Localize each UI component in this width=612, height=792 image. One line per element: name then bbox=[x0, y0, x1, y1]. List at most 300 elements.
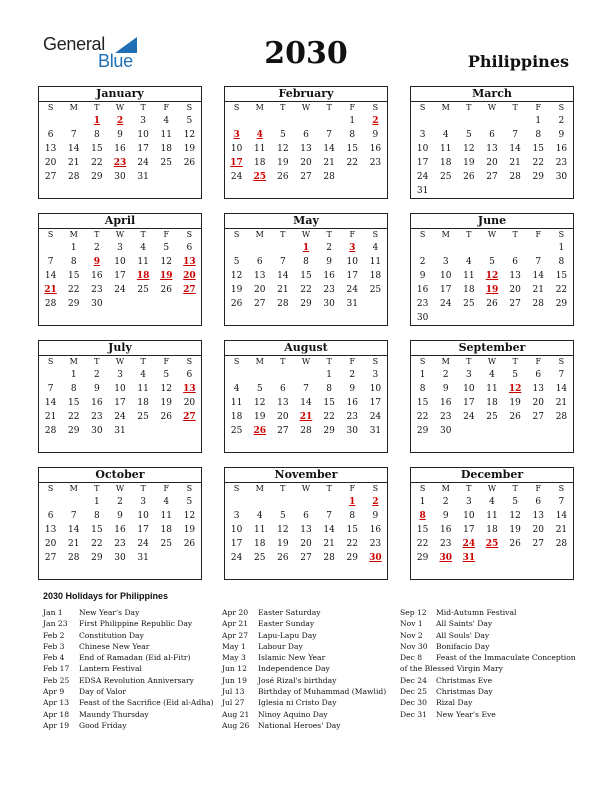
day-cell: 20 bbox=[277, 412, 289, 422]
holiday-date: Apr 19 bbox=[43, 720, 70, 730]
weekday-label: F bbox=[163, 103, 170, 112]
weekday-label: W bbox=[301, 357, 311, 366]
day-cell: 6 bbox=[489, 130, 495, 140]
holiday-row bbox=[222, 686, 386, 697]
day-cell: 31 bbox=[137, 553, 149, 563]
empty-day-cell bbox=[480, 114, 503, 128]
empty-day-cell bbox=[248, 495, 271, 509]
day-cell: 3 bbox=[140, 497, 146, 507]
day-cell: 16 bbox=[369, 144, 382, 154]
day-cell: 26 bbox=[183, 539, 196, 549]
day-cell: 23 bbox=[91, 412, 103, 422]
day-cell: 10 bbox=[439, 271, 452, 281]
holiday-name: Rizal Day bbox=[436, 698, 473, 708]
day-cell: 11 bbox=[486, 384, 498, 394]
day-grid bbox=[411, 114, 573, 198]
day-cell: 4 bbox=[489, 370, 495, 380]
day-cell: 15 bbox=[300, 271, 312, 281]
day-cell: 1 bbox=[70, 243, 77, 253]
page-title-year: 2030 bbox=[264, 36, 348, 71]
weekday-label: S bbox=[47, 103, 54, 112]
day-cell: 9 bbox=[117, 511, 123, 521]
weekday-label: M bbox=[255, 357, 264, 366]
day-cell: 18 bbox=[439, 158, 452, 168]
day-cell: 5 bbox=[163, 243, 170, 253]
day-cell: 18 bbox=[253, 158, 266, 168]
day-grid bbox=[411, 241, 573, 325]
month-october bbox=[38, 467, 202, 580]
day-cell: 29 bbox=[555, 299, 568, 309]
day-cell: 24 bbox=[369, 412, 382, 422]
day-cell: 4 bbox=[442, 130, 449, 140]
day-cell: 12 bbox=[463, 144, 475, 154]
weekday-label: F bbox=[535, 357, 542, 366]
day-cell: 17 bbox=[416, 158, 429, 168]
day-grid bbox=[225, 368, 387, 438]
holiday-row bbox=[43, 720, 214, 731]
day-cell: 29 bbox=[67, 426, 80, 436]
day-cell: 17 bbox=[463, 398, 475, 408]
holiday-day-cell: 3 bbox=[349, 243, 356, 253]
weekday-label: T bbox=[466, 103, 472, 112]
holiday-row bbox=[43, 630, 214, 641]
holiday-day-cell: 2 bbox=[372, 497, 379, 507]
day-cell: 1 bbox=[349, 116, 356, 126]
day-cell: 23 bbox=[91, 285, 103, 295]
holiday-date: Dec 25 bbox=[400, 687, 427, 697]
day-cell: 29 bbox=[323, 426, 335, 436]
weekday-label: W bbox=[487, 230, 497, 239]
holiday-name: Independence Day bbox=[258, 664, 330, 674]
day-cell: 9 bbox=[442, 384, 449, 394]
day-cell: 21 bbox=[277, 285, 289, 295]
day-cell: 26 bbox=[463, 172, 475, 182]
weekday-label: W bbox=[301, 103, 311, 112]
day-cell: 6 bbox=[512, 257, 518, 267]
day-cell: 7 bbox=[326, 130, 332, 140]
day-cell: 17 bbox=[463, 525, 475, 535]
month-title: December bbox=[411, 468, 573, 483]
day-cell: 18 bbox=[137, 398, 149, 408]
day-cell: 11 bbox=[230, 398, 243, 408]
day-cell: 6 bbox=[256, 257, 263, 267]
holiday-day-cell: 1 bbox=[302, 243, 310, 253]
day-cell: 10 bbox=[346, 257, 358, 267]
day-cell: 24 bbox=[230, 553, 243, 563]
day-cell: 31 bbox=[114, 426, 126, 436]
holiday-day-cell: 20 bbox=[183, 271, 196, 281]
day-cell: 8 bbox=[303, 257, 309, 267]
day-cell: 16 bbox=[416, 285, 429, 295]
day-cell: 12 bbox=[183, 130, 196, 140]
day-cell: 14 bbox=[44, 271, 57, 281]
weekday-header bbox=[39, 229, 201, 241]
day-cell: 6 bbox=[303, 130, 309, 140]
month-november bbox=[224, 467, 388, 580]
day-cell: 6 bbox=[535, 370, 542, 380]
weekday-header bbox=[411, 229, 573, 241]
holiday-day-cell: 18 bbox=[136, 271, 150, 281]
weekday-label: M bbox=[441, 230, 450, 239]
month-june bbox=[410, 213, 574, 326]
month-april bbox=[38, 213, 202, 326]
weekday-label: T bbox=[512, 103, 518, 112]
day-cell: 24 bbox=[114, 285, 126, 295]
empty-day-cell bbox=[39, 495, 62, 509]
holiday-name: Feast of the Sacrifice (Eid al-Adha) bbox=[79, 698, 214, 708]
month-title: January bbox=[39, 87, 201, 102]
weekday-header bbox=[39, 483, 201, 495]
day-cell: 14 bbox=[300, 398, 312, 408]
day-cell: 5 bbox=[512, 497, 518, 507]
day-cell: 4 bbox=[256, 511, 263, 521]
day-cell: 18 bbox=[230, 412, 243, 422]
holiday-date: Dec 31 bbox=[400, 709, 427, 719]
empty-day-cell bbox=[271, 495, 294, 509]
day-grid bbox=[39, 241, 201, 311]
holiday-day-cell: 21 bbox=[44, 285, 57, 295]
month-title: June bbox=[411, 214, 573, 229]
day-cell: 24 bbox=[416, 172, 429, 182]
holiday-name: Birthday of Muhammad (Mawlid) bbox=[258, 687, 387, 697]
empty-day-cell bbox=[248, 114, 271, 128]
empty-day-cell bbox=[39, 114, 62, 128]
day-cell: 13 bbox=[253, 271, 266, 281]
weekday-label: T bbox=[466, 484, 472, 493]
day-cell: 14 bbox=[323, 144, 335, 154]
day-cell: 3 bbox=[442, 257, 449, 267]
day-cell: 24 bbox=[137, 158, 149, 168]
day-cell: 11 bbox=[137, 384, 149, 394]
day-cell: 24 bbox=[439, 299, 452, 309]
day-cell: 5 bbox=[279, 511, 286, 521]
weekday-label: M bbox=[69, 357, 78, 366]
holiday-row bbox=[400, 686, 576, 697]
holiday-row bbox=[400, 675, 576, 686]
empty-day-cell bbox=[318, 114, 341, 128]
weekday-label: W bbox=[487, 103, 497, 112]
day-cell: 1 bbox=[419, 497, 426, 507]
day-cell: 28 bbox=[277, 299, 289, 309]
day-grid bbox=[39, 114, 201, 184]
holiday-row bbox=[43, 697, 214, 708]
weekday-label: S bbox=[372, 357, 379, 366]
day-cell: 11 bbox=[253, 525, 266, 535]
holiday-day-cell: 2 bbox=[372, 116, 379, 126]
weekday-label: T bbox=[94, 484, 100, 493]
day-cell: 2 bbox=[117, 497, 123, 507]
holiday-name: Ninoy Aquino Day bbox=[258, 709, 328, 719]
day-cell: 10 bbox=[416, 144, 429, 154]
holiday-date: Apr 20 bbox=[222, 608, 249, 617]
day-cell: 31 bbox=[416, 186, 429, 196]
holiday-row bbox=[222, 720, 386, 731]
day-cell: 17 bbox=[346, 271, 358, 281]
day-cell: 8 bbox=[558, 257, 565, 267]
day-cell: 30 bbox=[114, 553, 126, 563]
day-cell: 22 bbox=[346, 539, 358, 549]
day-cell: 5 bbox=[512, 370, 518, 380]
day-cell: 2 bbox=[326, 243, 332, 253]
day-cell: 19 bbox=[183, 144, 196, 154]
empty-day-cell bbox=[62, 495, 85, 509]
weekday-label: W bbox=[115, 484, 125, 493]
weekday-label: F bbox=[535, 484, 542, 493]
empty-day-cell bbox=[62, 114, 85, 128]
day-cell: 14 bbox=[44, 398, 57, 408]
day-cell: 13 bbox=[532, 384, 544, 394]
holiday-row bbox=[222, 675, 386, 686]
holiday-name: Iglesia ni Cristo Day bbox=[258, 698, 337, 708]
day-cell: 25 bbox=[439, 172, 452, 182]
day-cell: 4 bbox=[140, 370, 146, 380]
day-cell: 18 bbox=[486, 398, 498, 408]
holiday-day-cell: 19 bbox=[160, 271, 173, 281]
day-cell: 11 bbox=[369, 257, 382, 267]
day-cell: 6 bbox=[303, 511, 309, 521]
day-cell: 26 bbox=[160, 285, 172, 295]
day-cell: 18 bbox=[486, 525, 498, 535]
weekday-label: F bbox=[163, 230, 170, 239]
month-march bbox=[410, 86, 574, 199]
weekday-label: W bbox=[487, 357, 497, 366]
holiday-day-cell: 25 bbox=[485, 539, 499, 549]
weekday-label: W bbox=[301, 484, 311, 493]
holiday-name: National Heroes' Day bbox=[258, 720, 341, 730]
day-cell: 6 bbox=[279, 384, 286, 394]
month-title: May bbox=[225, 214, 387, 229]
holiday-day-cell: 26 bbox=[253, 426, 266, 436]
day-cell: 31 bbox=[137, 172, 149, 182]
weekday-label: T bbox=[140, 230, 146, 239]
holiday-date: Jul 13 bbox=[222, 687, 245, 697]
day-cell: 22 bbox=[300, 285, 312, 295]
weekday-label: S bbox=[558, 484, 565, 493]
day-cell: 22 bbox=[346, 158, 358, 168]
day-cell: 16 bbox=[369, 525, 382, 535]
holiday-date: Jun 12 bbox=[222, 664, 247, 674]
day-cell: 15 bbox=[91, 525, 103, 535]
holiday-date: Nov 30 bbox=[400, 641, 428, 651]
weekday-label: F bbox=[163, 484, 170, 493]
weekday-label: W bbox=[301, 230, 311, 239]
day-cell: 18 bbox=[160, 525, 172, 535]
day-cell: 25 bbox=[160, 539, 172, 549]
holiday-name: Easter Saturday bbox=[258, 608, 321, 617]
holiday-day-cell: 30 bbox=[439, 553, 452, 563]
day-grid bbox=[39, 495, 201, 565]
day-cell: 7 bbox=[535, 257, 542, 267]
holiday-column bbox=[43, 607, 214, 731]
day-cell: 22 bbox=[67, 412, 80, 422]
day-cell: 18 bbox=[369, 271, 382, 281]
weekday-label: T bbox=[326, 357, 332, 366]
day-cell: 15 bbox=[91, 144, 103, 154]
weekday-label: S bbox=[233, 230, 240, 239]
day-cell: 21 bbox=[323, 158, 335, 168]
holiday-date: Aug 26 bbox=[222, 720, 250, 730]
holiday-date: Apr 13 bbox=[43, 698, 70, 708]
day-cell: 11 bbox=[253, 144, 266, 154]
holiday-column bbox=[222, 607, 386, 731]
day-cell: 25 bbox=[160, 158, 172, 168]
month-title: August bbox=[225, 341, 387, 356]
day-cell: 29 bbox=[346, 553, 358, 563]
day-cell: 12 bbox=[253, 398, 266, 408]
day-cell: 28 bbox=[555, 539, 568, 549]
page-header bbox=[0, 0, 612, 80]
empty-day-cell bbox=[434, 241, 457, 255]
day-cell: 27 bbox=[300, 553, 312, 563]
day-cell: 28 bbox=[323, 172, 335, 182]
day-cell: 28 bbox=[44, 426, 57, 436]
holiday-date: May 3 bbox=[222, 653, 246, 663]
day-cell: 4 bbox=[163, 497, 170, 507]
holiday-name: Good Friday bbox=[79, 720, 127, 730]
day-cell: 20 bbox=[532, 525, 544, 535]
day-cell: 27 bbox=[509, 299, 521, 309]
day-cell: 4 bbox=[163, 116, 170, 126]
empty-day-cell bbox=[457, 114, 480, 128]
holiday-day-cell: 13 bbox=[183, 257, 196, 267]
day-cell: 21 bbox=[532, 285, 544, 295]
holiday-name: Lantern Festival bbox=[79, 664, 142, 674]
day-cell: 1 bbox=[535, 116, 542, 126]
holiday-row bbox=[400, 607, 576, 618]
day-cell: 6 bbox=[186, 370, 193, 380]
day-cell: 7 bbox=[70, 511, 77, 521]
day-cell: 20 bbox=[509, 285, 521, 295]
month-title: February bbox=[225, 87, 387, 102]
empty-day-cell bbox=[39, 368, 62, 382]
day-cell: 16 bbox=[91, 271, 103, 281]
day-cell: 25 bbox=[486, 412, 498, 422]
weekday-label: S bbox=[419, 230, 426, 239]
day-cell: 20 bbox=[300, 539, 312, 549]
holiday-date: Dec 24 bbox=[400, 675, 427, 685]
day-cell: 19 bbox=[509, 398, 521, 408]
day-cell: 7 bbox=[558, 497, 565, 507]
day-cell: 26 bbox=[277, 553, 289, 563]
weekday-header bbox=[225, 356, 387, 368]
day-cell: 7 bbox=[47, 257, 54, 267]
weekday-label: F bbox=[349, 484, 356, 493]
empty-day-cell bbox=[294, 368, 317, 382]
holiday-name: José Rizal's birthday bbox=[258, 675, 337, 685]
holiday-date: Nov 2 bbox=[400, 630, 423, 640]
day-cell: 9 bbox=[558, 130, 565, 140]
holiday-name: Lapu-Lapu Day bbox=[258, 630, 317, 640]
day-cell: 10 bbox=[114, 384, 126, 394]
day-cell: 25 bbox=[463, 299, 475, 309]
day-grid bbox=[225, 114, 387, 184]
day-cell: 13 bbox=[486, 144, 498, 154]
weekday-label: S bbox=[233, 484, 240, 493]
weekday-label: T bbox=[280, 484, 286, 493]
day-cell: 13 bbox=[300, 144, 312, 154]
day-cell: 14 bbox=[277, 271, 289, 281]
holiday-name: Labour Day bbox=[258, 641, 303, 651]
day-cell: 14 bbox=[67, 525, 80, 535]
day-cell: 14 bbox=[323, 525, 335, 535]
month-september bbox=[410, 340, 574, 453]
day-cell: 11 bbox=[486, 511, 498, 521]
day-cell: 30 bbox=[114, 172, 126, 182]
day-cell: 30 bbox=[323, 299, 335, 309]
weekday-label: S bbox=[372, 230, 379, 239]
weekday-label: S bbox=[47, 484, 54, 493]
weekday-label: M bbox=[441, 484, 450, 493]
day-cell: 28 bbox=[300, 426, 312, 436]
day-cell: 17 bbox=[114, 398, 126, 408]
day-cell: 12 bbox=[160, 384, 172, 394]
empty-day-cell bbox=[225, 241, 248, 255]
day-cell: 15 bbox=[67, 271, 80, 281]
day-cell: 3 bbox=[117, 370, 123, 380]
day-cell: 16 bbox=[346, 398, 358, 408]
day-cell: 2 bbox=[419, 257, 426, 267]
day-cell: 29 bbox=[67, 299, 80, 309]
holiday-row bbox=[222, 652, 386, 663]
day-cell: 9 bbox=[117, 130, 123, 140]
day-cell: 27 bbox=[532, 412, 544, 422]
day-cell: 28 bbox=[532, 299, 544, 309]
day-cell: 16 bbox=[114, 144, 126, 154]
day-cell: 10 bbox=[114, 257, 126, 267]
weekday-label: S bbox=[419, 103, 426, 112]
holiday-day-cell: 9 bbox=[93, 257, 100, 267]
logo-text-blue: Blue bbox=[98, 51, 133, 71]
day-cell: 28 bbox=[67, 172, 80, 182]
day-cell: 13 bbox=[300, 525, 312, 535]
holiday-name: Chinese New Year bbox=[79, 641, 150, 651]
day-cell: 3 bbox=[233, 511, 240, 521]
day-cell: 7 bbox=[279, 257, 286, 267]
holiday-day-cell: 12 bbox=[485, 271, 499, 281]
holiday-name: Christmas Eve bbox=[436, 675, 493, 685]
holiday-date: Apr 9 bbox=[43, 687, 65, 697]
day-cell: 23 bbox=[369, 539, 382, 549]
day-cell: 21 bbox=[509, 158, 521, 168]
holiday-date: Apr 27 bbox=[222, 630, 249, 640]
day-cell: 23 bbox=[439, 539, 452, 549]
day-cell: 11 bbox=[137, 257, 149, 267]
day-cell: 7 bbox=[512, 130, 518, 140]
empty-day-cell bbox=[248, 368, 271, 382]
holiday-day-cell: 25 bbox=[253, 172, 266, 182]
day-cell: 26 bbox=[230, 299, 243, 309]
holiday-date: Dec 8 bbox=[400, 653, 423, 663]
day-cell: 10 bbox=[369, 384, 382, 394]
day-cell: 9 bbox=[372, 511, 379, 521]
empty-day-cell bbox=[271, 241, 294, 255]
weekday-label: T bbox=[466, 230, 472, 239]
weekday-label: M bbox=[255, 484, 264, 493]
weekday-header bbox=[411, 102, 573, 114]
weekday-label: T bbox=[512, 357, 518, 366]
month-title: July bbox=[39, 341, 201, 356]
holiday-date: Aug 21 bbox=[222, 709, 250, 719]
day-cell: 21 bbox=[67, 539, 80, 549]
day-cell: 28 bbox=[67, 553, 80, 563]
day-cell: 12 bbox=[160, 257, 172, 267]
holiday-row bbox=[43, 675, 214, 686]
day-cell: 29 bbox=[91, 172, 103, 182]
holiday-row bbox=[43, 709, 214, 720]
day-cell: 8 bbox=[93, 511, 100, 521]
day-cell: 28 bbox=[44, 299, 57, 309]
holiday-day-cell: 30 bbox=[369, 553, 382, 563]
